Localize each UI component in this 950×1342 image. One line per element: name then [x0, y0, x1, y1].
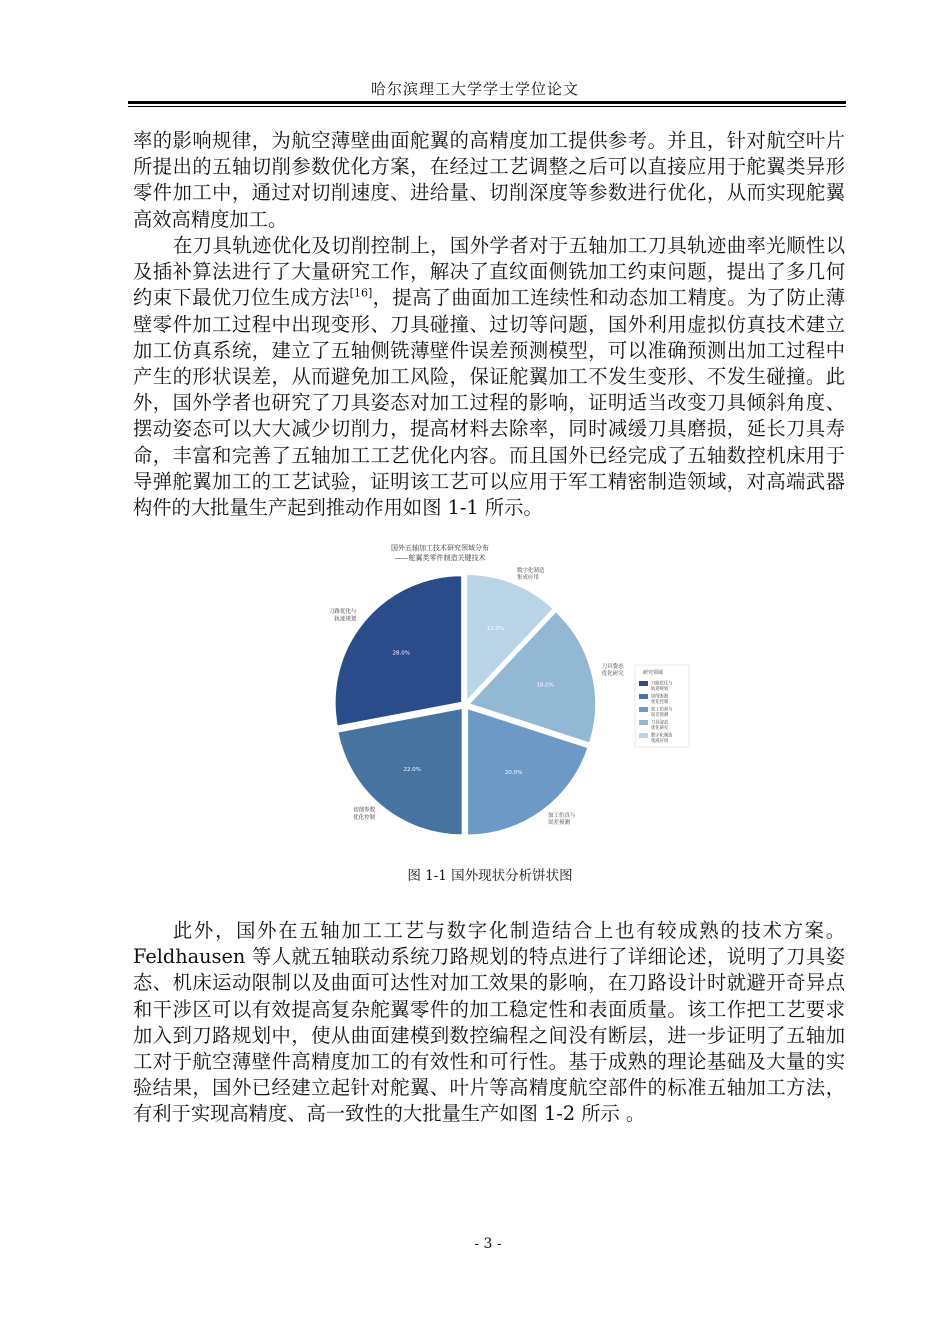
header-rule-thick: [128, 101, 846, 104]
citation-16[interactable]: [16]: [349, 286, 373, 300]
paragraph-2-part-a: 在刀具轨迹优化及切削控制上，国外学者对于五轴加工刀具轨迹曲率光顺性以及插补算法进行了大量研究工作，解决了直纹面侧铣加工约束问题，提出了多几何约束下最优刀位生成方法: [133, 234, 845, 310]
slice-percent-label: 18.0%: [536, 682, 554, 689]
paragraph-1: 率的影响规律，为航空薄壁曲面舵翼的高精度加工提供参考。并且，针对航空叶片所提出的五轴切削参数优化方案，在经过工艺调整之后可以直接应用于舵翼类异形零件加工中，通过对切削速度、进给量、切削深度等参数进行优化，从而实现舵翼高效高精度加工。: [133, 129, 845, 231]
slice-category-label: 数字化制造集成应用: [516, 567, 545, 582]
slice-percent-label: 28.0%: [392, 650, 410, 657]
slice-percent-label: 20.0%: [504, 769, 523, 776]
legend-swatch: [639, 694, 648, 699]
legend-swatch: [639, 733, 648, 738]
legend-entry: 刀路优化与轨迹规划: [651, 681, 673, 693]
legend-swatch: [639, 681, 648, 686]
slice-category-label: 加工仿真与误差预测: [547, 813, 576, 827]
legend-entry: 刀具姿态优化研究: [651, 720, 669, 732]
pie-chart-figure: [290, 540, 690, 840]
legend-swatch: [639, 720, 648, 725]
running-header: 哈尔滨理工大学学士学位论文: [370, 80, 579, 98]
legend-title: 研究领域: [642, 670, 664, 676]
slice-category-label: 刀路优化与轨迹规划: [328, 609, 357, 623]
paragraph-3: 此外，国外在五轴加工工艺与数字化制造结合上也有较成熟的技术方案。Feldhausen 等人就五轴联动系统刀路规划的特点进行了详细论述，说明了刀具姿态、机床运动限制以及曲面可达性对加工效果的影响，在刀路设计时就避开奇异点和干涉区可以有效提高复杂舵翼零件的加工稳定性和表面质量。该工作把工艺要求加入到刀路规划中，使从曲面建模到数控编程之间没有断层，进一步证明了五轴加工对于航空薄壁件高精度加工的有效性和可行性。基于成熟的理论基础及大量的实验结果，国外已经建立起针对舵翼、叶片等高精度航空部件的标准五轴加工方法，有利于实现高精度、高一致性的大批量生产如图 1-2 所示 。: [133, 919, 845, 1126]
slice-percent-label: 22.0%: [403, 766, 422, 773]
figure-caption: 图 1-1 国外现状分析饼状图: [407, 868, 573, 884]
slice-percent-label: 12.0%: [486, 626, 505, 633]
header-rule-thin: [128, 106, 846, 107]
legend-entry: 加工仿真与误差预测: [651, 707, 673, 719]
legend-swatch: [639, 707, 648, 712]
page-number: - 3 -: [474, 1236, 502, 1252]
legend-entry: 数字化制造集成应用: [651, 733, 673, 745]
chart-title: 国外五轴加工技术研究领域分布: [391, 544, 489, 552]
slice-category-label: 切削参数优化控制: [353, 807, 376, 821]
paragraph-2: [133, 233, 845, 521]
chart-subtitle: ——舵翼类零件制造关键技术: [394, 554, 486, 562]
legend-entry: 切削参数优化控制: [651, 694, 669, 706]
paragraph-2-part-b: ，提高了曲面加工连续性和动态加工精度。为了防止薄壁零件加工过程中出现变形、刀具碰撞、过切等问题，国外利用虚拟仿真技术建立加工仿真系统，建立了五轴侧铣薄壁件误差预测模型，可以准确预测出加工过程中产生的形状误差，从而避免加工风险，保证舵翼加工不发生变形、不发生碰撞。此外，国外学者也研究了刀具姿态对加工过程的影响，证明适当改变刀具倾斜角度、摆动姿态可以大大减少切削力，提高材料去除率，同时减缓刀具磨损，延长刀具寿命，丰富和完善了五轴加工工艺优化内容。而且国外已经完成了五轴数控机床用于导弹舵翼加工的工艺试验，证明该工艺可以应用于军工精密制造领域，对高端武器构件的大批量生产起到推动作用如图 1-1 所示。: [133, 286, 845, 520]
slice-category-label: 刀具姿态优化研究: [601, 663, 624, 678]
pie-chart: [290, 540, 690, 840]
